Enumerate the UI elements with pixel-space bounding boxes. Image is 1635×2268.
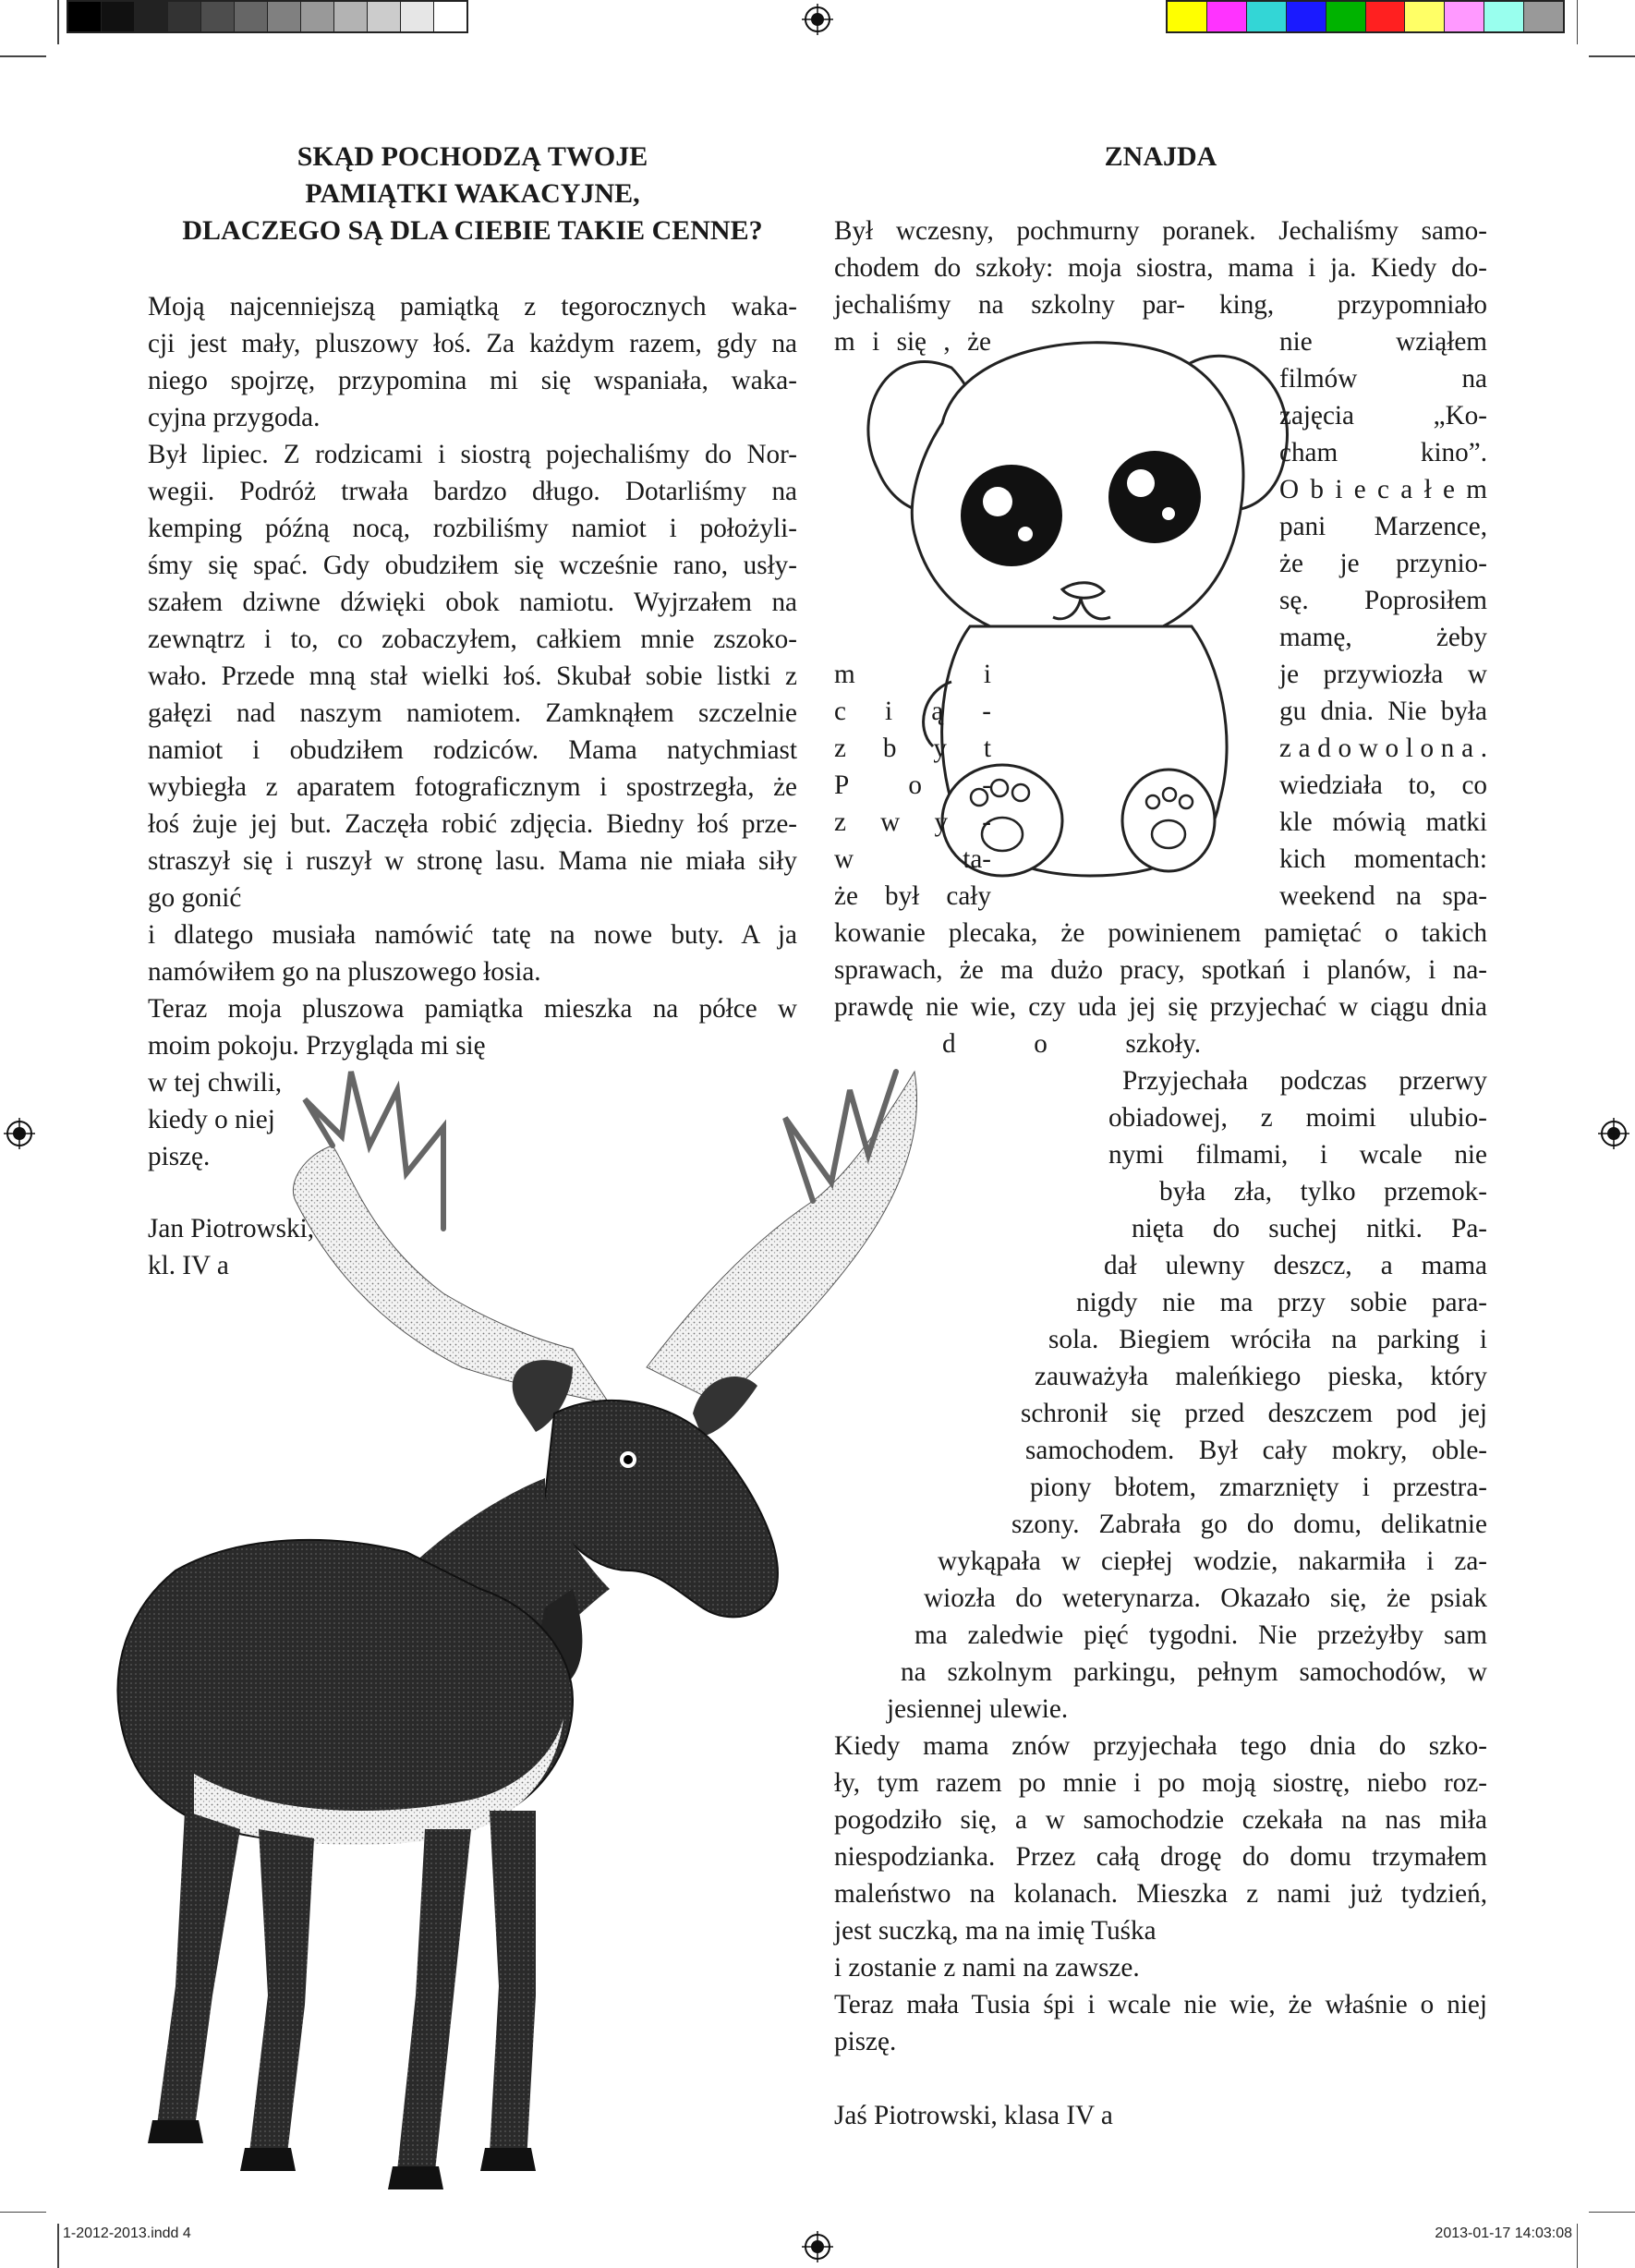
left-title-line: DLACZEGO SĄ DLA CIEBIE TAKIE CENNE? xyxy=(182,215,763,246)
text-line: z b y t xyxy=(834,734,991,763)
text-line: łoś żuje jej but. Zaczęła robić zdjęcia. Biedny łoś prze- xyxy=(148,809,797,839)
text-line: śmy się spać. Gdy obudziłem się wcześnie rano, usły- xyxy=(148,551,797,580)
text-line: obiadowej, z moimi ulubio- xyxy=(1108,1103,1487,1133)
color-swatch xyxy=(68,2,102,31)
text-line: szałem dziwne dźwięki obok namiotu. Wyjrzałem na xyxy=(148,588,797,617)
text-line: sola. Biegiem wróciła na parking i xyxy=(1048,1325,1487,1354)
color-swatch xyxy=(1366,2,1406,31)
text-line: nymi filmami, i wcale nie xyxy=(1108,1140,1487,1170)
text-line: dał ulewny deszcz, a mama xyxy=(1104,1251,1487,1280)
color-swatch xyxy=(268,2,301,31)
text-line: kiedy o niej xyxy=(148,1105,275,1134)
color-swatch xyxy=(201,2,235,31)
text-line: Teraz mała Tusia śpi i wcale nie wie, że właśnie o niej xyxy=(834,1990,1487,2019)
text-line: prawdę nie wie, czy uda jej się przyjechać w ciągu dnia xyxy=(834,992,1487,1022)
left-title-line: SKĄD POCHODZĄ TWOJE xyxy=(297,141,648,172)
text-line: była zła, tylko przemok- xyxy=(1159,1177,1487,1207)
color-swatch xyxy=(1484,2,1524,31)
text-line: cyjna przygoda. xyxy=(148,403,321,432)
text-line: sprawach, że ma dużo pracy, spotkań i planów, i na- xyxy=(834,955,1487,985)
text-line: filmów na xyxy=(1279,364,1487,394)
text-line: wegii. Podróż trwała bardzo długo. Dotarliśmy na xyxy=(148,477,797,506)
right-article-title: ZNAJDA xyxy=(1104,141,1217,172)
color-swatch xyxy=(334,2,368,31)
left-article-body xyxy=(148,288,797,1175)
text-line: pogodziło się, a w samochodzie czekała na nas miła xyxy=(834,1805,1487,1835)
text-line: samochodem. Był cały mokry, oble- xyxy=(1025,1436,1487,1465)
text-line: zajęcia „Ko- xyxy=(1279,401,1487,431)
text-line: P o - xyxy=(834,770,991,800)
text-line: Był wczesny, pochmurny poranek. Jechaliśmy samo- xyxy=(834,216,1487,246)
text-line: king, przypomniało xyxy=(1219,290,1487,320)
text-line: schronił się przed deszczem pod jej xyxy=(1021,1399,1487,1428)
text-line: jest suczką, ma na imię Tuśka xyxy=(834,1916,1157,1946)
color-swatch xyxy=(135,2,168,31)
text-line: nigdy nie ma przy sobie para- xyxy=(1076,1288,1487,1317)
text-line: kle mówią matki xyxy=(1279,807,1487,837)
text-line: zauważyła maleńkiego pieska, który xyxy=(1035,1362,1487,1391)
text-line: na szkolnym parkingu, pełnym samochodów, w xyxy=(901,1657,1487,1687)
color-swatch xyxy=(1168,2,1207,31)
text-line: wybiegła z aparatem fotograficznym i spostrzegła, że xyxy=(148,772,797,802)
text-line: d o szkoły. xyxy=(942,1029,1201,1059)
text-line: w ta- xyxy=(834,844,991,874)
text-line: szony. Zabrała go do domu, delikatnie xyxy=(1011,1510,1487,1539)
text-line: cham kino”. xyxy=(1279,438,1487,467)
text-line: ma zaledwie pięć tygodni. Nie przeżyłby sam xyxy=(914,1620,1487,1650)
text-line: piszę. xyxy=(834,2027,897,2056)
text-line: z w y - xyxy=(834,807,991,837)
text-line: namówiłem go na pluszowego łosia. xyxy=(148,957,541,987)
text-line: pani Marzence, xyxy=(1279,512,1487,541)
color-swatch xyxy=(1247,2,1287,31)
text-line: niego spojrzę, przypomina mi się wspaniała, waka- xyxy=(148,366,797,395)
text-line: piony błotem, zmarznięty i przestra- xyxy=(1030,1473,1487,1502)
color-swatch-bar xyxy=(1166,0,1565,33)
text-line: Przyjechała podczas przerwy xyxy=(1122,1066,1487,1096)
text-line: sę. Poprosiłem xyxy=(1279,586,1487,615)
color-swatch xyxy=(1326,2,1366,31)
text-line: m i xyxy=(834,660,991,689)
text-line: kich momentach: xyxy=(1279,844,1487,874)
author-class: kl. IV a xyxy=(148,1251,229,1280)
text-line: Kiedy mama znów przyjechała tego dnia do szko- xyxy=(834,1731,1487,1761)
crop-mark xyxy=(57,2224,59,2268)
crop-mark xyxy=(1589,55,1635,57)
text-line: je przywiozła w xyxy=(1279,660,1487,689)
text-line: nięta do suchej nitki. Pa- xyxy=(1132,1214,1487,1243)
color-swatch xyxy=(102,2,135,31)
crop-mark xyxy=(0,55,46,57)
text-line: go gonić xyxy=(148,883,242,913)
text-line: maleństwo na kolanach. Mieszka z nami już tydzień, xyxy=(834,1879,1487,1909)
color-swatch xyxy=(1405,2,1445,31)
text-line: piszę. xyxy=(148,1142,211,1171)
text-line: O b i e c a ł e m xyxy=(1279,475,1487,504)
color-swatch xyxy=(1445,2,1484,31)
text-line: jechaliśmy na szkolny par- xyxy=(834,290,1185,320)
text-line: zewnątrz i to, co zobaczyłem, całkiem mnie zszoko- xyxy=(148,625,797,654)
registration-mark-bottom xyxy=(802,2231,833,2262)
text-line: Moją najcenniejszą pamiątką z tegorocznych waka- xyxy=(148,292,797,321)
color-swatch xyxy=(434,2,466,31)
text-line: niespodzianka. Przez całą drogę do domu trzymałem xyxy=(834,1842,1487,1872)
text-line: chodem do szkoły: moja siostra, mama i ja. Kiedy do- xyxy=(834,253,1487,283)
text-line: namiot i obudziłem rodziców. Mama natychmiast xyxy=(148,735,797,765)
color-swatch xyxy=(368,2,401,31)
registration-mark-top xyxy=(802,4,833,35)
text-line: Był lipiec. Z rodzicami i siostrą pojechaliśmy do Nor- xyxy=(148,440,797,469)
crop-mark xyxy=(0,2212,46,2213)
text-line: wiozła do weterynarza. Okazało się, że psiak xyxy=(924,1583,1487,1613)
left-title-line: PAMIĄTKI WAKACYJNE, xyxy=(305,178,640,209)
color-swatch xyxy=(1524,2,1563,31)
color-swatch xyxy=(1207,2,1247,31)
color-swatch xyxy=(168,2,201,31)
text-line: c i ą - xyxy=(834,697,991,726)
text-line: kowanie plecaka, że powinienem pamiętać o takich xyxy=(834,918,1487,948)
text-line: gałęzi nad naszym namiotem. Zamknąłem szczelnie xyxy=(148,698,797,728)
text-line: że był cały xyxy=(834,881,991,911)
text-line: jesiennej ulewie. xyxy=(887,1694,1069,1724)
text-line: wykąpała w ciepłej wodzie, nakarmiła i za- xyxy=(938,1546,1487,1576)
grayscale-swatch-bar xyxy=(67,0,468,33)
registration-mark-left xyxy=(4,1118,35,1149)
text-line: cji jest mały, pluszowy łoś. Za każdym razem, gdy na xyxy=(148,329,797,358)
text-line: gu dnia. Nie była xyxy=(1279,697,1487,726)
color-swatch xyxy=(1287,2,1326,31)
crop-mark xyxy=(1589,2212,1635,2213)
crop-mark xyxy=(1577,0,1579,44)
text-line: moim pokoju. Przygląda mi się xyxy=(148,1031,486,1061)
color-swatch xyxy=(401,2,434,31)
text-line: wało. Przede mną stał wielki łoś. Skubał sobie listki z xyxy=(148,661,797,691)
left-article-title xyxy=(148,139,797,249)
registration-mark-right xyxy=(1598,1118,1629,1149)
text-line: Jaś Piotrowski, klasa IV a xyxy=(834,2101,1113,2130)
text-line: weekend na spa- xyxy=(1279,881,1487,911)
text-line: w tej chwili, xyxy=(148,1068,283,1098)
text-line: m i się , że xyxy=(834,327,991,357)
color-swatch xyxy=(301,2,334,31)
text-line: wiedziała to, co xyxy=(1279,770,1487,800)
text-line: kemping późną nocą, rozbiliśmy namiot i położyli- xyxy=(148,514,797,543)
text-line: i dlatego musiała namówić tatę na nowe buty. A ja xyxy=(148,920,797,950)
text-line: straszył się i ruszył w stronę lasu. Mama nie miała siły xyxy=(148,846,797,876)
color-swatch xyxy=(235,2,268,31)
footer-timestamp: 2013-01-17 14:03:08 xyxy=(1435,2226,1572,2241)
crop-mark xyxy=(57,0,59,44)
footer-file-name: 1-2012-2013.indd 4 xyxy=(63,2226,191,2241)
crop-mark xyxy=(1577,2224,1579,2268)
text-line: ły, tym razem po mnie i po moją siostrę, niebo roz- xyxy=(834,1768,1487,1798)
text-line: i zostanie z nami na zawsze. xyxy=(834,1953,1140,1983)
author-name: Jan Piotrowski, xyxy=(148,1214,314,1243)
text-line: nie wziąłem xyxy=(1279,327,1487,357)
text-line: Teraz moja pluszowa pamiątka mieszka na półce w xyxy=(148,994,797,1024)
text-line: mamę, żeby xyxy=(1279,623,1487,652)
text-line: z a d o w o l o n a . xyxy=(1279,734,1487,763)
left-article-author xyxy=(148,1210,314,1284)
text-line: że je przynio- xyxy=(1279,549,1487,578)
